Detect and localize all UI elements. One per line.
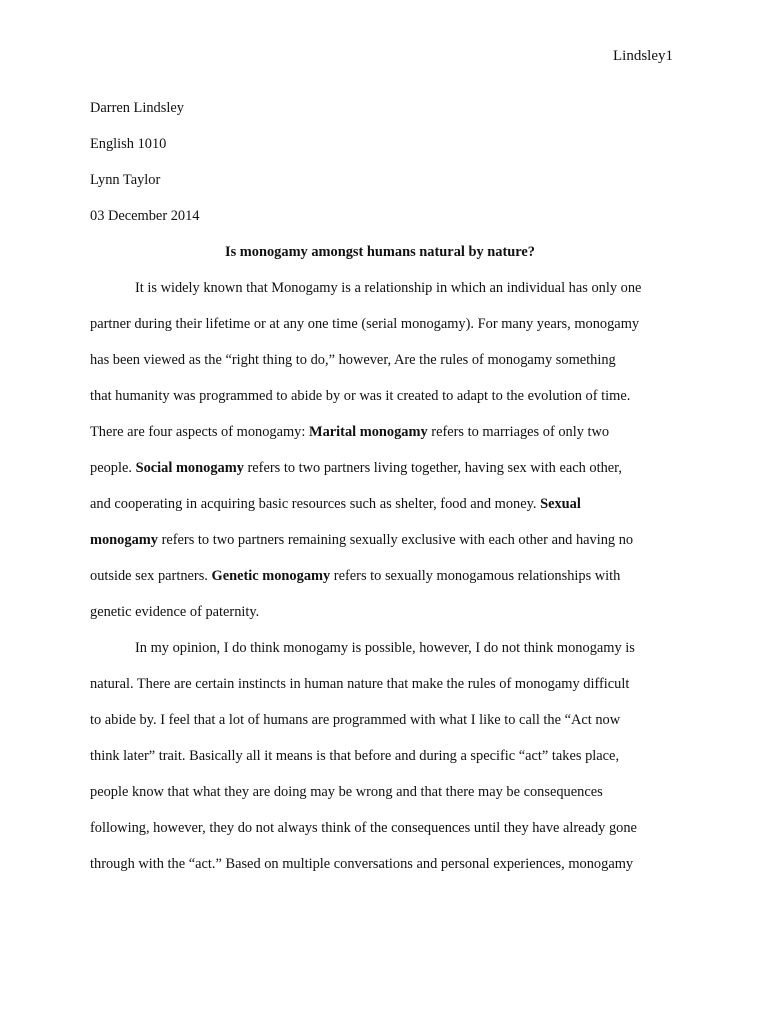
paragraph-1-line (90, 450, 670, 486)
term-social-monogamy: Social monogamy (135, 460, 244, 476)
essay-body (90, 90, 670, 882)
paragraph-2-line: through with the “act.” Based on multiple conversations and personal experiences, monogamy (90, 856, 634, 872)
paragraph-1-line (90, 522, 670, 558)
paragraph-1-line (90, 414, 670, 450)
term-marital-monogamy: Marital monogamy (308, 424, 428, 440)
paragraph-1-line: partner during their lifetime or at any one time (serial monogamy). For many years, monogamy (90, 316, 640, 332)
term-sexual: Sexual (540, 496, 581, 512)
paragraph-2 (90, 630, 670, 882)
paragraph-2-line: to abide by. I feel that a lot of humans are programmed with what I like to call the “Act now (90, 712, 621, 728)
text-run: refers to two partners remaining sexually exclusive with each other and having no (157, 532, 634, 548)
paragraph-2-line: following, however, they do not always think of the consequences until they have already gone (90, 820, 637, 836)
paragraph-1-line (90, 558, 670, 594)
text-run: people. (90, 460, 136, 476)
text-run: refers to marriages of only two (427, 424, 610, 440)
paragraph-2-line: people know that what they are doing may be wrong and that there may be consequences (90, 784, 603, 800)
essay-date: 03 December 2014 (90, 208, 200, 224)
paragraph-1-line: that humanity was programmed to abide by or was it created to adapt to the evolution of time. (90, 388, 631, 404)
essay-title: Is monogamy amongst humans natural by nature? (225, 244, 535, 260)
instructor-name: Lynn Taylor (90, 172, 161, 188)
paragraph-1-line: It is widely known that Monogamy is a relationship in which an individual has only one (135, 280, 642, 296)
paragraph-2-line: In my opinion, I do think monogamy is possible, however, I do not think monogamy is (135, 640, 635, 656)
paragraph-1-line: has been viewed as the “right thing to do,” however, Are the rules of monogamy something (90, 352, 616, 368)
term-genetic-monogamy: Genetic monogamy (211, 568, 331, 584)
paragraph-2-line: natural. There are certain instincts in human nature that make the rules of monogamy difficult (90, 676, 630, 692)
term-monogamy: monogamy (90, 532, 158, 548)
author-name: Darren Lindsley (90, 100, 184, 116)
paragraph-1-line (90, 486, 670, 522)
text-run: and cooperating in acquiring basic resources such as shelter, food and money. (90, 496, 541, 512)
text-run: refers to two partners living together, having sex with each other, (243, 460, 622, 476)
text-run: outside sex partners. (90, 568, 212, 584)
course-name: English 1010 (90, 136, 167, 152)
running-head: Lindsley1 (613, 48, 673, 64)
text-run: There are four aspects of monogamy: (90, 424, 309, 440)
paragraph-1-line: genetic evidence of paternity. (90, 604, 260, 620)
paragraph-1 (90, 270, 670, 630)
paragraph-2-line: think later” trait. Basically all it means is that before and during a specific “act” takes place, (90, 748, 620, 764)
text-run: refers to sexually monogamous relationships with (330, 568, 621, 584)
